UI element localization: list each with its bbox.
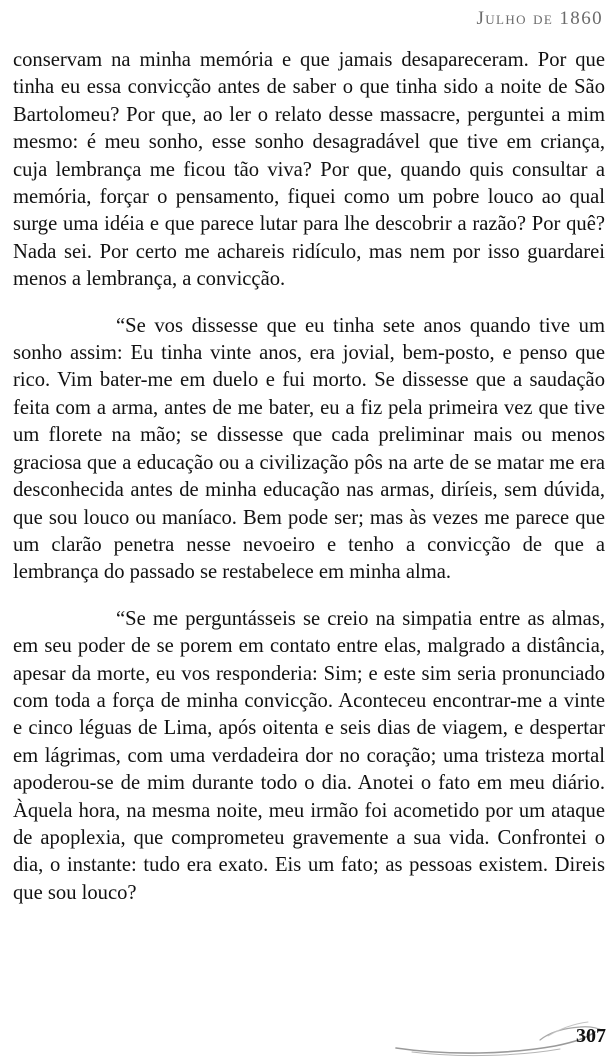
paragraph-continuation: conservam na minha memória e que jamais desapareceram. Por que tinha eu essa convicção antes de saber o que tinha sido a noite de São Bartolomeu? Por que, ao ler o relato desse massacre, perguntei a mim mesmo: é meu sonho, esse sonho desagradável que tive em criança, cuja lembrança me ficou tão viva? Por que, quando quis consultar a memória, forçar o pensamento, fiquei como um pobre louco ao qual surge uma idéia e que parece lutar para lhe descobrir a razão? Por quê? Nada sei. Por certo me achareis ridículo, mas nem por isso guardarei menos a lembrança, a convicção.	[13, 49, 605, 291]
paragraph-duel-dream: “Se vos dissesse que eu tinha sete anos quando tive um sonho assim: Eu tinha vinte anos, era jovial, bem-posto, e penso que rico. Vim bater-me em duelo e fui morto. Se dissesse que a saudação feita com a arma, antes de me bater, eu a fiz pela primeira vez que tive um florete na mão; se dissesse que cada preliminar mais ou menos graciosa que a educação ou a civilização pôs na arte de se matar me era desconhecida antes de minha educação nas armas, diríeis, sem dúvida, que sou louco ou maníaco. Bem pode ser; mas às vezes me parece que um clarão penetra nesse nevoeiro e tenho a convicção de que a lembrança do passado se restabelece em minha alma.	[13, 314, 605, 584]
paragraph-soul-sympathy: “Se me perguntásseis se creio na simpatia entre as almas, em seu poder de se porem em contato entre elas, malgrado a distância, apesar da morte, eu vos responderia: Sim; e este sim seria pronunciado com toda a força de minha convicção. Aconteceu encontrar-me a vinte e cinco léguas de Lima, após oitenta e seis dias de viagem, e despertar em lágrimas, com uma verdadeira dor no coração; uma tristeza mortal apoderou-se de mim durante todo o dia. Anotei o fato em meu diário. Àquela hora, na mesma noite, meu irmão foi acometido por um ataque de apoplexia, que comprometeu gravemente a sua vida. Confrontei o dia, o instante: tudo era exato. Eis um fato; as pessoas existem. Direis que sou louco?	[13, 607, 605, 904]
running-header: Julho de 1860	[476, 8, 603, 29]
page-number: 307	[576, 1025, 606, 1047]
text-block	[13, 47, 605, 907]
